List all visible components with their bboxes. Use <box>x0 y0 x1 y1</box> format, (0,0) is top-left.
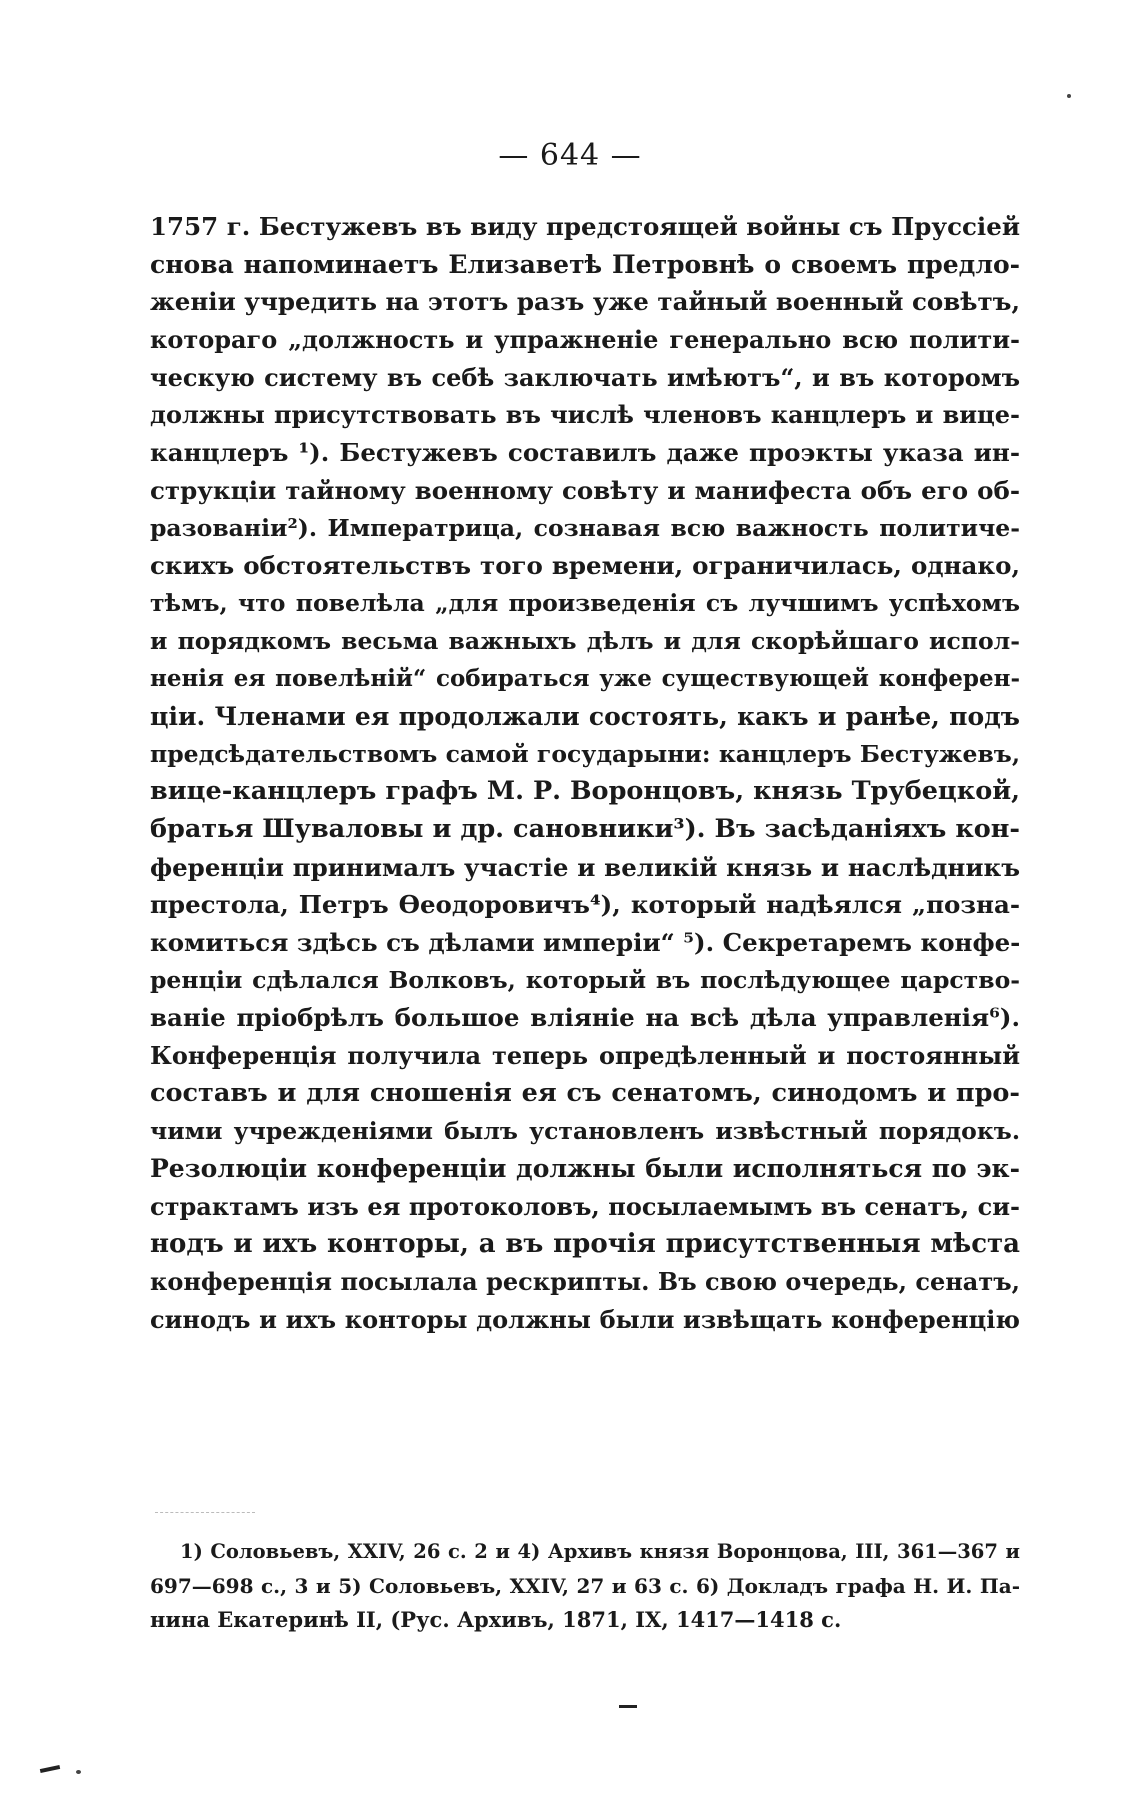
text-line: ренціи сдѣлался Волковъ, который въ послѣдующее царство- <box>150 965 1020 994</box>
text-line: ваніе пріобрѣлъ большое вліяніе на всѣ дѣла управленія⁶). <box>150 1003 1020 1033</box>
footnotes <box>150 1535 1020 1637</box>
text-line: предсѣдательствомъ самой государыни: канцлеръ Бестужевъ, <box>150 739 1020 768</box>
text-line: разованіи²). Императрица, сознавая всю важность политиче- <box>150 513 1020 542</box>
text-line: страктамъ изъ ея протоколовъ, посылаемымъ въ сенатъ, си- <box>150 1191 1020 1221</box>
text-line: котораго „должность и упражненіе генерально всю полити- <box>150 325 1020 355</box>
text-line: канцлеръ ¹). Бестужевъ составилъ даже проэкты указа ин- <box>150 438 1020 468</box>
text-line: 1757 г. Бестужевъ въ виду предстоящей войны съ Пруссіей <box>150 212 1020 241</box>
text-line: снова напоминаетъ Елизаветѣ Петровнѣ о своемъ предло- <box>150 249 1020 279</box>
text-line: и порядкомъ весьма важныхъ дѣлъ и для скорѣйшаго испол- <box>150 626 1020 655</box>
text-line: престола, Петръ Ѳеодоровичъ⁴), который надѣялся „позна- <box>150 890 1020 920</box>
text-line: струкціи тайному военному совѣту и манифеста объ его об- <box>150 475 1020 505</box>
footnote-line: нина Екатеринѣ II, (Рус. Архивъ, 1871, IX, 1417—1418 с. <box>150 1607 842 1632</box>
text-line: синодъ и ихъ конторы должны были извѣщать конференцію <box>150 1304 1020 1334</box>
text-line: вице-канцлеръ графъ М. Р. Воронцовъ, князь Трубецкой, <box>150 776 1020 807</box>
scan-speck <box>1067 94 1071 98</box>
text-line: братья Шуваловы и др. сановники³). Въ засѣданіяхъ кон- <box>150 814 1020 844</box>
text-line: Конференція получила теперь опредѣленный и постоянный <box>150 1041 1020 1071</box>
scan-mark <box>40 1765 60 1773</box>
text-line: должны присутствовать въ числѣ членовъ канцлеръ и вице- <box>150 400 1020 430</box>
text-line: скихъ обстоятельствъ того времени, ограничилась, однако, <box>150 551 1020 581</box>
text-line: ціи. Членами ея продолжали состоять, какъ и ранѣе, подъ <box>150 701 1020 731</box>
scan-mark <box>619 1705 637 1708</box>
text-line: тѣмъ, что повелѣла „для произведенія съ лучшимъ успѣхомъ <box>150 588 1020 617</box>
text-line: Резолюціи конференціи должны были исполняться по эк- <box>150 1154 1020 1184</box>
text-line: конференція посылала рескрипты. Въ свою очередь, сенатъ, <box>150 1267 1020 1297</box>
text-line: комиться здѣсь съ дѣлами имперіи“ ⁵). Секретаремъ конфе- <box>150 928 1021 958</box>
text-line: нодъ и ихъ конторы, а въ прочія присутственныя мѣста <box>150 1228 1020 1259</box>
text-line: ференціи принималъ участіе и великій князь и наслѣдникъ <box>150 852 1020 882</box>
footnote-line: 1) Соловьевъ, XXIV, 26 с. 2 и 4) Архивъ князя Воронцова, III, 361—367 и <box>180 1540 1020 1563</box>
body-text <box>150 208 1020 1339</box>
footnote-separator <box>155 1512 255 1513</box>
text-line: женіи учредить на этотъ разъ уже тайный военный совѣтъ, <box>150 287 1020 317</box>
text-line: чими учрежденіями былъ установленъ извѣстный порядокъ. <box>150 1116 1020 1145</box>
text-line: ненія ея повелѣній“ собираться уже существующей конферен- <box>150 665 1020 693</box>
text-line: составъ и для сношенія ея съ сенатомъ, синодомъ и про- <box>150 1077 1020 1108</box>
footnote-line: 697—698 с., 3 и 5) Соловьевъ, XXIV, 27 и 63 с. 6) Докладъ графа Н. И. Па- <box>150 1574 1020 1598</box>
text-line: ческую систему въ себѣ заключать имѣютъ“, и въ которомъ <box>150 362 1020 392</box>
page-number: — 644 — <box>498 138 642 173</box>
scan-speck <box>76 1770 81 1774</box>
